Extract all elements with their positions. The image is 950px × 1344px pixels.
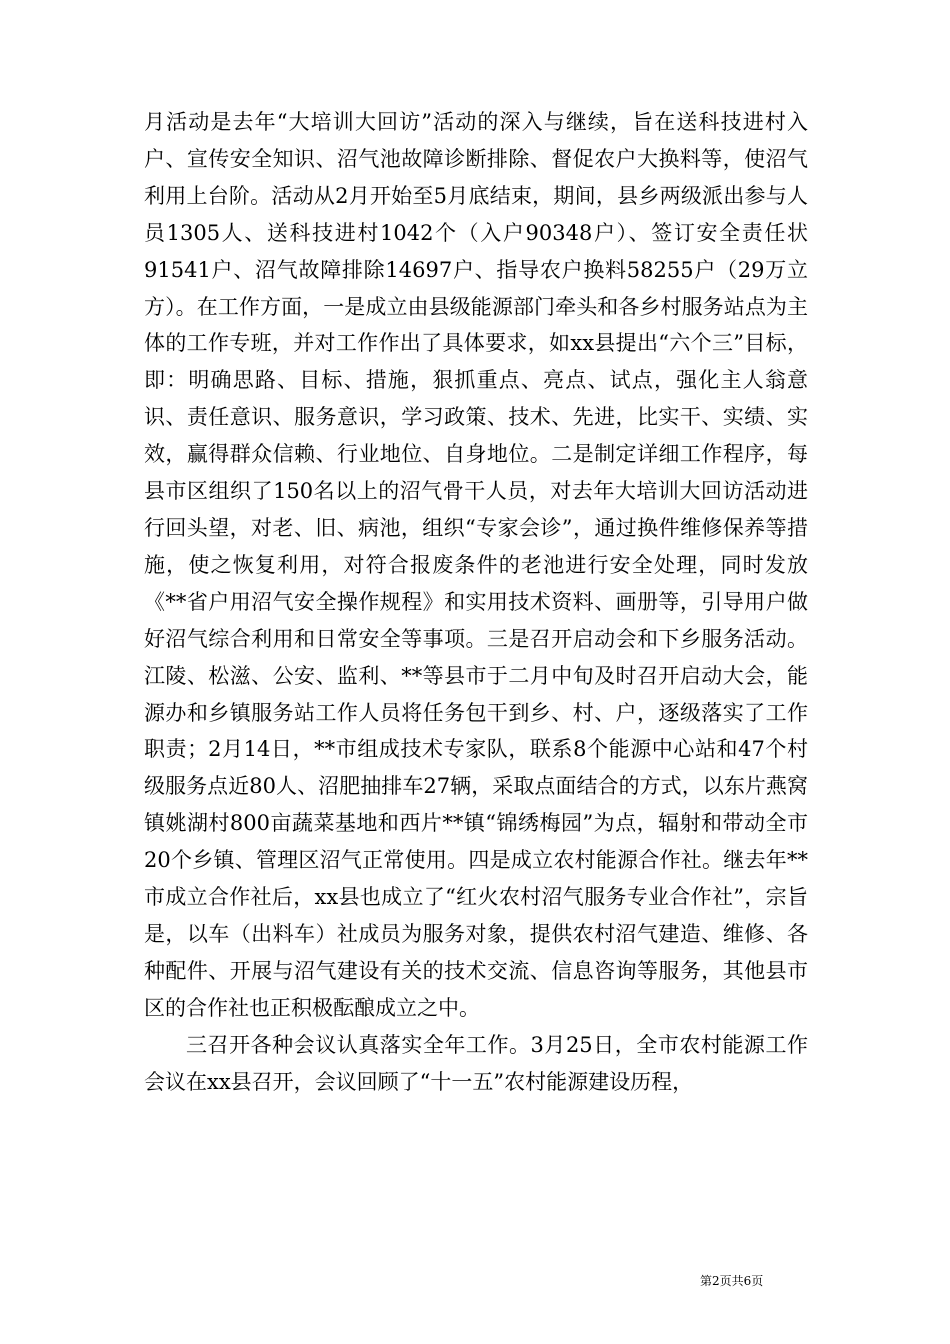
body-paragraph-1: 月活动是去年“大培训大回访”活动的深入与继续，旨在送科技进村入户、宣传安全知识、沼气池故障诊断排除、督促农户大换料等，使沼气利用上台阶。活动从2月开始至5月底结束，期间，县乡两级派出参与人员1305人、送科技进村1042个（入户90348户）、签订安全责任状91541户、沼气故障排除14697户、指导农户换料58255户（29万立方）。在工作方面，一是成立由县级能源部门牵头和各乡村服务站点为主体的工作专班，并对工作作出了具体要求，如xx县提出“六个三”目标，即：明确思路、目标、措施，狠抓重点、亮点、试点，强化主人翁意识、责任意识、服务意识，学习政策、技术、先进，比实干、实绩、实效，赢得群众信赖、行业地位、自身地位。二是制定详细工作程序，每县市区组织了150名以上的沼气骨干人员，对去年大培训大回访活动进行回头望，对老、旧、病池，组织“专家会诊”，通过换件维修保养等措施，使之恢复利用，对符合报废条件的老池进行安全处理，同时发放《**省户用沼气安全操作规程》和实用技术资料、画册等，引导用户做好沼气综合利用和日常安全等事项。三是召开启动会和下乡服务活动。江陵、松滋、公安、监利、**等县市于二月中旬及时召开启动大会，能源办和乡镇服务站工作人员将任务包干到乡、村、户，逐级落实了工作职责；2月14日，**市组成技术专家队，联系8个能源中心站和47个村级服务点近80人、沼肥抽排车27辆，采取点面结合的方式，以东片燕窝镇姚湖村800亩蔬菜基地和西片**镇“锦绣梅园”为点，辐射和带动全市20个乡镇、管理区沼气正常使用。四是成立农村能源合作社。继去年**市成立合作社后，xx县也成立了“红火农村沼气服务专业合作社”，宗旨是，以车（出料车）社成员为服务对象，提供农村沼气建造、维修、各种配件、开展与沼气建设有关的技术交流、信息咨询等服务，其他县市区的合作社也正积极酝酿成立之中。 <box>144 110 808 1020</box>
document-body <box>144 104 808 1100</box>
page-footer-page-number: 第2页共6页 <box>700 1274 764 1288</box>
body-paragraph-2: 三召开各种会议认真落实全年工作。3月25日，全市农村能源工作会议在xx县召开，会议回顾了“十一五”农村能源建设历程， <box>144 1032 808 1094</box>
